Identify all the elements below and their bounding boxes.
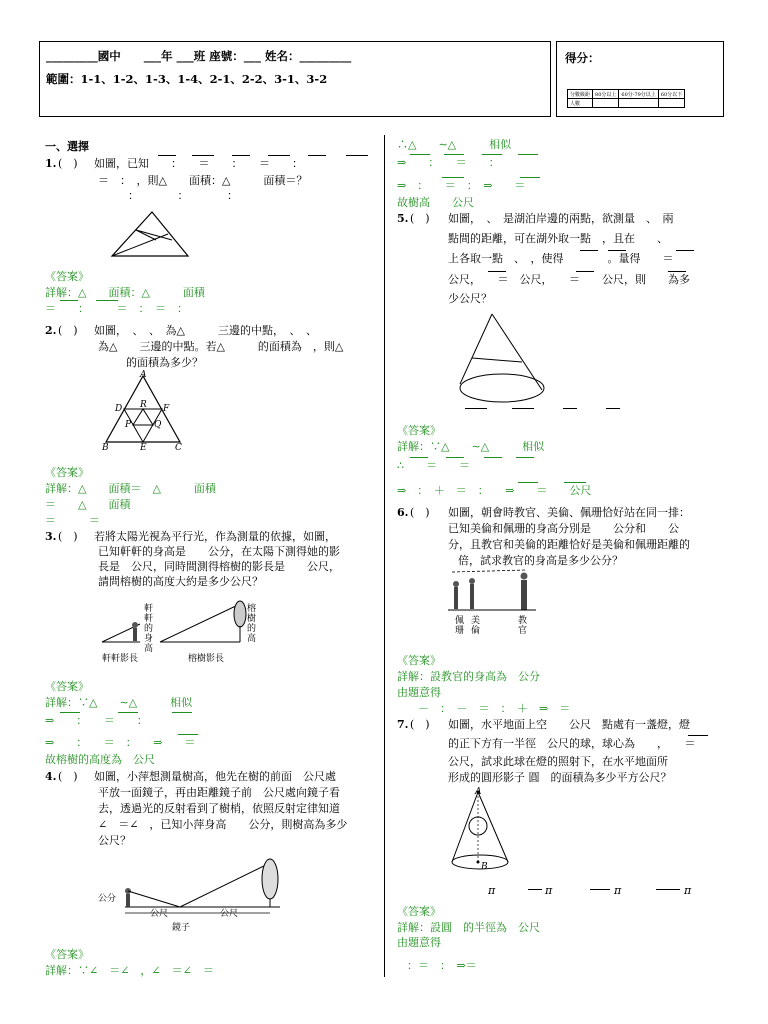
score-cell: 分數級距 [568, 90, 593, 99]
q6-fig-name: 美倫 [471, 616, 481, 636]
q4-text: 平放一面鏡子，再由距離鏡子前 公尺處向鏡子看 [98, 786, 340, 799]
overline [688, 735, 708, 736]
q3-text: 已知軒軒的身高是 公分，在太陽下測得她的影 [98, 545, 340, 558]
overline [518, 154, 538, 155]
q2-text: 的面積為多少？ [126, 356, 203, 369]
overline [158, 155, 176, 156]
column-divider [384, 135, 385, 977]
q4-answer-paren[interactable]: ( ) [58, 770, 78, 783]
q5-lake-figure [452, 312, 552, 404]
score-distribution-table [567, 89, 685, 108]
q3-fig-person-label: 軒軒的身高 [144, 604, 154, 654]
q7-choice: π [488, 884, 496, 897]
overline [442, 177, 464, 178]
q1-answer-paren[interactable]: ( ) [58, 157, 78, 170]
q6-text: 倍，試求教官的身高是多少公分？ [458, 554, 623, 567]
q3-answer-paren[interactable]: ( ) [58, 530, 78, 543]
q2-detail: ＝ △ 面積 [45, 498, 131, 511]
q1-text: 如圖，已知 ： ＝ ： ＝ ： [94, 157, 303, 170]
q7-text: 的正下方有一半徑 公尺的球，球心為 ， ＝ [448, 737, 696, 750]
q2-text: 如圖， 、 、 為△ 三邊的中點， 、 、 [94, 324, 317, 337]
q3-text: 長是 公尺，同時間測得榕樹的影長是 公尺， [98, 560, 340, 573]
scope-line: 範圍：1-1、1-2、1-3、1-4、2-1、2-2、3-1、3-2 [46, 72, 328, 86]
q3-fig-shadow-label: 榕樹影長 [188, 654, 225, 664]
q4-text: 如圖，小萍想測量樹高，他先在樹的前面 公尺處 [94, 770, 336, 783]
overline [484, 457, 502, 458]
overline [446, 457, 464, 458]
q3-text: 若將太陽光視為平行光，作為測量的依據，如圖， [94, 530, 336, 543]
q1-text: ＝ ： ，則△ 面積：△ 面積＝？ [98, 174, 308, 187]
q4-text: 公尺？ [98, 834, 131, 847]
overline [96, 300, 118, 301]
q5-text: 少公尺？ [448, 292, 492, 305]
fig-label: F [163, 404, 170, 414]
q5-text: 點間的距離，可在湖外取一點 ，且在 、 [448, 232, 668, 245]
score-cell: 人數 [568, 99, 593, 108]
fig-label: E [140, 443, 147, 453]
choice-line [590, 889, 610, 890]
q6-text: 分，且教官和美倫的距離恰好是美倫和佩珊距離的 [448, 538, 690, 551]
score-cell: 80分以上 [593, 90, 619, 99]
overline [410, 154, 430, 155]
q7-number: 7. [397, 718, 409, 731]
q7-choice: π [545, 884, 553, 897]
score-cell: 60分以下 [658, 90, 684, 99]
q7-text: 公尺，試求此球在燈的照射下，在水平地面所 [448, 755, 668, 768]
q6-number: 6. [397, 506, 409, 519]
fig-label: R [140, 400, 147, 410]
fig-label: C [175, 443, 182, 453]
q7-detail: ：＝ ： ⇒＝ [407, 959, 477, 972]
overline [172, 712, 192, 713]
choice-line [465, 408, 487, 409]
overline [118, 712, 138, 713]
q7-text: 如圖，水平地面上空 公尺 點處有一盞燈，燈 [448, 718, 690, 731]
answer-label: 《答案》 [45, 680, 89, 693]
info-box [39, 41, 551, 117]
q7-detail: 詳解：設圓 的半徑為 公尺 [397, 921, 540, 934]
q2-answer-paren[interactable]: ( ) [58, 324, 78, 337]
q5-text: 公尺， ＝ 公尺， ＝ 公尺，則 為多 [448, 273, 690, 286]
score-cell: 60分-79分以上 [619, 90, 658, 99]
q4-detail: 詳解：∵∠ ＝∠ ，∠ ＝∠ ＝ [45, 964, 214, 977]
q2-text: 為△ 三邊的中點。若△ 的面積為 ，則△ [98, 340, 344, 353]
overline [520, 177, 540, 178]
overline [268, 155, 290, 156]
overline [60, 712, 80, 713]
q1-text: ： ： ： [128, 189, 238, 202]
q6-detail: 由題意得 [397, 686, 441, 699]
overline [564, 482, 586, 483]
q4-mirror-figure [120, 855, 290, 920]
overline [576, 271, 594, 272]
overline [668, 271, 686, 272]
q2-triangle-figure [100, 370, 188, 452]
q5-detail: ⇒ ： ＋ ＝ ： ⇒ ＝ 公尺 [397, 484, 592, 497]
q4-detail-cont: 故樹高 公尺 [397, 196, 474, 209]
overline [444, 154, 464, 155]
q7-text: 形成的圓形影子 圓 的面積為多少平方公尺？ [448, 771, 672, 784]
q7-detail: 由題意得 [397, 936, 441, 949]
q6-text: 如圖，朝會時教官、美倫、佩珊恰好站在同一排： [448, 506, 690, 519]
q6-people-figure [448, 568, 538, 620]
q4-text: 去，透過光的反射看到了樹梢，依照反射定律知道 [98, 802, 340, 815]
q3-text: 請問榕樹的高度大約是多少公尺？ [98, 575, 263, 588]
choice-line [656, 889, 680, 890]
overline [308, 155, 326, 156]
fig-label: Q [154, 420, 162, 430]
q1-detail: 詳解：△ 面積：△ 面積 [45, 286, 205, 299]
answer-label: 《答案》 [45, 466, 89, 479]
overline [676, 250, 694, 251]
fig-label: A [140, 370, 147, 380]
q4-text: ∠ ＝∠ ，已知小萍身高 公分，則樹高為多少 [98, 818, 348, 831]
q7-answer-paren[interactable]: ( ) [410, 718, 430, 731]
q3-detail: 詳解：∵△ ∼△ 相似 [45, 696, 193, 709]
answer-label: 《答案》 [45, 270, 89, 283]
overline [488, 271, 506, 272]
q5-detail: ∴ ＝ ＝ [397, 459, 470, 472]
score-cell [658, 99, 684, 108]
fig-label: B [102, 443, 109, 453]
q6-answer-paren[interactable]: ( ) [410, 506, 430, 519]
q7-choice: π [614, 884, 622, 897]
section-title: 一、選擇 [45, 140, 89, 153]
q1-number: 1. [45, 157, 57, 170]
q4-fig-distance: 公尺 [150, 909, 169, 919]
answer-label: 《答案》 [397, 905, 441, 918]
q3-detail: ⇒ ： ＝ ： ⇒ ＝ [45, 736, 196, 749]
q6-detail: 詳解：設教官的身高為 公分 [397, 670, 540, 683]
fig-label: D [115, 404, 123, 414]
q2-detail: 詳解：△ 面積＝ △ 面積 [45, 482, 216, 495]
q4-fig-distance: 公尺 [220, 909, 239, 919]
overline [580, 250, 598, 251]
q7-fig-label: B [481, 862, 488, 872]
choice-line [528, 889, 542, 890]
answer-label: 《答案》 [397, 424, 441, 437]
q5-text: 如圖， 、 是湖泊岸邊的兩點，欲測量 、 兩 [448, 212, 674, 225]
q5-detail: 詳解：∵△ ∼△ 相似 [397, 440, 545, 453]
q7-fig-label: A [475, 787, 482, 797]
q1-triangle-figure [110, 210, 190, 262]
overline [232, 155, 250, 156]
fig-label: P [125, 420, 132, 430]
overline [192, 155, 214, 156]
q3-fig-shadow-label: 軒軒影長 [102, 654, 139, 664]
score-box [556, 41, 724, 117]
q4-detail-cont: ⇒ ： ＝ ： ⇒ ＝ [397, 179, 526, 192]
q5-answer-paren[interactable]: ( ) [410, 212, 430, 225]
score-cell [619, 99, 658, 108]
score-cell [593, 99, 619, 108]
student-info-line: _________國中 ___年 ___班 座號：___ 姓名：_________ [46, 49, 352, 63]
q4-detail-cont: ∴△ ∼△ 相似 [397, 138, 512, 151]
overline [346, 155, 368, 156]
overline [516, 457, 534, 458]
overline [178, 734, 198, 735]
overline [518, 482, 538, 483]
q6-text: 已知美倫和佩珊的身高分別是 公分和 公 [448, 522, 679, 535]
q4-fig-mirror: 鏡子 [172, 923, 191, 933]
choice-line [606, 408, 620, 409]
q6-detail: － ： － ＝ ： ＋ ⇒ ＝ [418, 702, 571, 715]
q4-number: 4. [45, 770, 57, 783]
choice-line [563, 408, 577, 409]
q3-detail: 故榕樹的高度為 公尺 [45, 753, 155, 766]
answer-label: 《答案》 [397, 654, 441, 667]
q5-text: 上各取一點 、 ，使得 。量得 ＝ [448, 252, 674, 265]
q2-detail: ＝ ＝ [45, 514, 100, 527]
overline [608, 250, 626, 251]
answer-label: 《答案》 [45, 948, 89, 961]
score-label: 得分： [565, 51, 600, 65]
q5-number: 5. [397, 212, 409, 225]
q4-detail-cont: ⇒ ： ＝ ： [397, 156, 500, 169]
overline [482, 154, 502, 155]
choice-line [512, 408, 534, 409]
q3-detail: ⇒ ： ＝ ： [45, 714, 148, 727]
q3-fig-tree-label: 榕樹的高 [247, 604, 257, 644]
q3-number: 3. [45, 530, 57, 543]
q1-detail: ＝ ： ＝ ： ＝ ： [45, 302, 188, 315]
q6-fig-name: 教官 [518, 616, 528, 636]
q2-number: 2. [45, 324, 57, 337]
q4-fig-height: 公分 [98, 894, 117, 904]
overline [60, 300, 78, 301]
q6-fig-name: 佩珊 [455, 616, 465, 636]
q7-choice: π [684, 884, 692, 897]
overline [410, 457, 428, 458]
